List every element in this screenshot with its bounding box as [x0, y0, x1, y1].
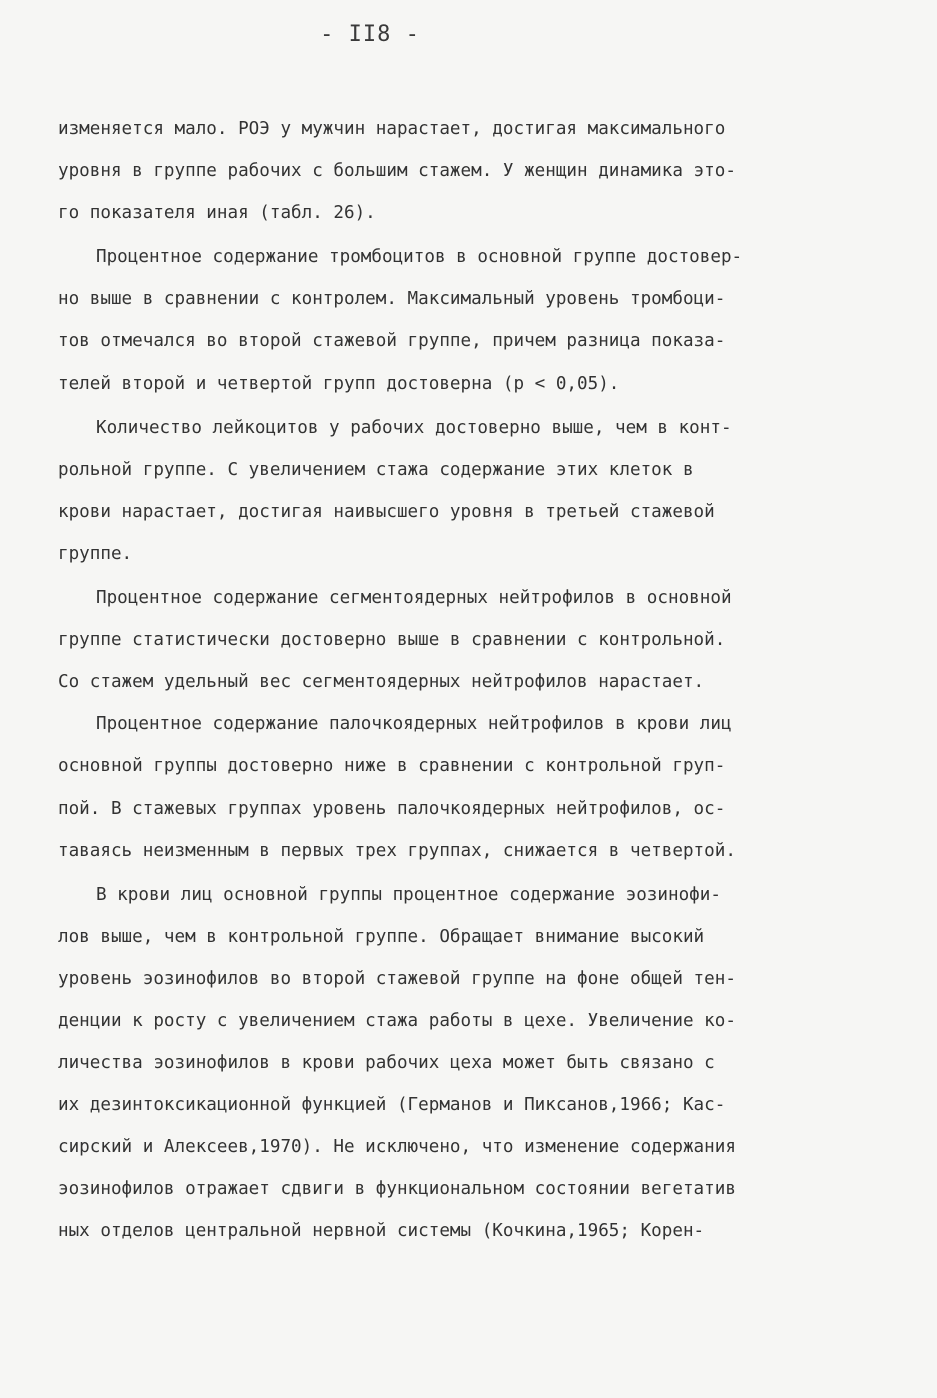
- text-line: крови нарастает, достигая наивысшего уровня в третьей стажевой: [58, 501, 715, 522]
- text-line: денции к росту с увеличением стажа работы в цехе. Увеличение ко-: [58, 1010, 736, 1031]
- text-line: тов отмечался во второй стажевой группе, причем разница показа-: [58, 331, 726, 352]
- text-line: личества эозинофилов в крови рабочих цеха может быть связано с: [58, 1053, 715, 1074]
- text-line: группе статистически достоверно выше в сравнении с контрольной.: [58, 630, 726, 651]
- text-line: Процентное содержание палочкоядерных нейтрофилов в крови лиц: [96, 714, 732, 735]
- text-line: го показателя иная (табл. 26).: [58, 203, 376, 224]
- text-line: сирский и Алексеев,1970). Не исключено, что изменение содержания: [58, 1137, 736, 1158]
- text-line: лов выше, чем в контрольной группе. Обращает внимание высокий: [58, 926, 705, 947]
- text-line: но выше в сравнении с контролем. Максимальный уровень тромбоци-: [58, 289, 726, 310]
- text-line: пой. В стажевых группах уровень палочкоядерных нейтрофилов, ос-: [58, 798, 726, 819]
- text-line: изменяется мало. РОЭ у мужчин нарастает, достигая максимального: [58, 119, 726, 139]
- text-line: уровня в группе рабочих с большим стажем. У женщин динамика это-: [58, 161, 736, 182]
- text-line: ных отделов центральной нервной системы (Кочкина,1965; Корен-: [58, 1221, 705, 1242]
- text-line: таваясь неизменным в первых трех группах, снижается в четвертой.: [58, 840, 736, 861]
- text-line: эозинофилов отражает сдвиги в функциональном состоянии вегетатив: [58, 1179, 736, 1200]
- text-line: группе.: [58, 543, 133, 564]
- text-body: [58, 108, 898, 1253]
- text-line: их дезинтоксикационной функцией (Германов и Пиксанов,1966; Кас-: [58, 1095, 726, 1116]
- text-line: уровень эозинофилов во второй стажевой группе на фоне общей тен-: [58, 968, 736, 989]
- text-line: телей второй и четвертой групп достоверна (р < 0,05).: [58, 373, 620, 394]
- text-line: Количество лейкоцитов у рабочих достоверно выше, чем в конт-: [96, 417, 732, 438]
- text-line: Процентное содержание сегментоядерных нейтрофилов в основной: [96, 588, 732, 609]
- text-line: Процентное содержание тромбоцитов в основной группе достовер-: [96, 247, 743, 268]
- text-line: Со стажем удельный вес сегментоядерных нейтрофилов нарастает.: [58, 672, 705, 693]
- page-number: - II8 -: [320, 22, 420, 47]
- text-line: В крови лиц основной группы процентное содержание эозинофи-: [96, 884, 721, 905]
- text-line: рольной группе. С увеличением стажа содержание этих клеток в: [58, 459, 694, 480]
- text-line: основной группы достоверно ниже в сравнении с контрольной груп-: [58, 756, 726, 777]
